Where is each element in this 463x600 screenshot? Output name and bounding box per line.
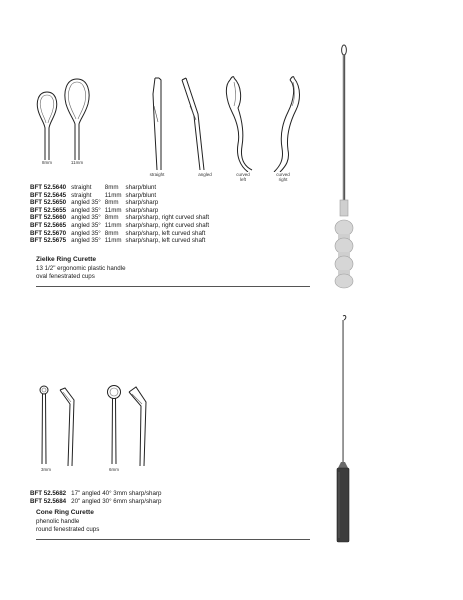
cone-code-table [30,490,165,505]
shaft-caption-curved-right [268,172,298,182]
item-desc: sharp/sharp, right curved shaft [125,214,210,222]
table-row [30,230,213,238]
item-desc: 17" angled 40° 3mm sharp/sharp [71,490,162,497]
table-row [30,490,165,498]
item-code: BFT 52.5670 [30,229,67,237]
item-size: 8mm [104,184,119,191]
item-size: 8mm [104,229,119,237]
cone-curette-photo [328,312,358,544]
item-angle: straight [71,184,92,191]
item-code: BFT 52.5660 [30,214,67,222]
item-code: BFT 52.5675 [30,237,67,245]
caption-line-1: curved [276,172,290,177]
item-code: BFT 52.5684 [30,497,67,505]
cone-title: Cone Ring Curette [36,509,94,516]
shaft-caption-angled: angled [198,172,212,177]
table-row [30,199,213,207]
item-desc: 20" angled 30° 6mm sharp/sharp [71,497,162,505]
section-divider [36,286,310,287]
item-desc: sharp/sharp, left curved shaft [125,237,206,245]
shaft-figure-angled [178,76,218,170]
shaft-figure-curved-right [262,74,306,172]
cone-caption-6mm: 6mm [109,467,119,472]
cone-figure-3mm-side [56,386,80,466]
cup-caption-11mm: 11mm [70,160,84,165]
table-row [30,222,213,230]
item-size: 11mm [104,206,122,214]
cone-figure-3mm-front [36,384,52,464]
item-size: 11mm [104,221,122,229]
table-row [30,214,213,222]
item-angle: angled 35° [71,214,101,222]
table-row [30,237,213,245]
item-desc: sharp/sharp [125,206,159,214]
item-angle: angled 35° [71,229,101,237]
caption-line-1: curved [236,172,250,177]
item-code: BFT 52.5640 [30,184,67,191]
item-desc: sharp/sharp, left curved shaft [125,229,206,237]
item-desc: sharp/sharp, right curved shaft [125,221,210,229]
item-angle: angled 35° [71,237,101,245]
cone-figure-6mm-front [104,384,124,464]
item-code: BFT 52.5665 [30,221,67,229]
cup-figure-11mm [62,76,92,160]
caption-line-2: right [278,177,288,182]
item-code: BFT 52.5650 [30,199,67,207]
table-row [30,207,213,215]
shaft-figure-curved-left [220,74,260,172]
desc-line: phenolic handle [36,518,80,525]
cone-figure-6mm-side [126,386,152,466]
item-code: BFT 52.5645 [30,191,67,199]
table-row [30,192,213,200]
item-size: 8mm [104,199,119,207]
table-row [30,184,213,192]
zielke-description [36,265,126,280]
desc-line: round fenestrated cups [36,525,100,533]
item-angle: angled 35° [71,206,101,214]
zielke-title: Zielke Ring Curette [36,256,97,263]
cone-caption-3mm: 3mm [41,467,51,472]
zielke-curette-photo [324,40,364,290]
item-angle: straight [71,191,92,199]
item-angle: angled 35° [71,221,101,229]
item-angle: angled 35° [71,199,101,207]
section-divider [36,539,310,540]
cup-figure-8mm [34,88,60,160]
desc-line: 13 1/2" ergonomic plastic handle [36,265,126,272]
desc-line: oval fenestrated cups [36,272,95,280]
item-size: 11mm [104,191,122,199]
cone-description [36,518,99,533]
caption-line-2: left [239,177,246,182]
shaft-figure-straight [148,76,168,170]
zielke-code-table [30,184,213,245]
item-size: 11mm [104,237,122,245]
item-code: BFT 52.5682 [30,490,67,497]
shaft-caption-curved-left [228,172,258,182]
item-desc: sharp/blunt [125,191,157,199]
item-code: BFT 52.5655 [30,206,67,214]
cup-caption-8mm: 8mm [42,160,52,165]
table-row [30,498,165,506]
item-size: 8mm [104,214,119,222]
item-desc: sharp/sharp [125,199,159,207]
shaft-caption-straight: straight [149,172,165,177]
item-desc: sharp/blunt [125,184,157,191]
